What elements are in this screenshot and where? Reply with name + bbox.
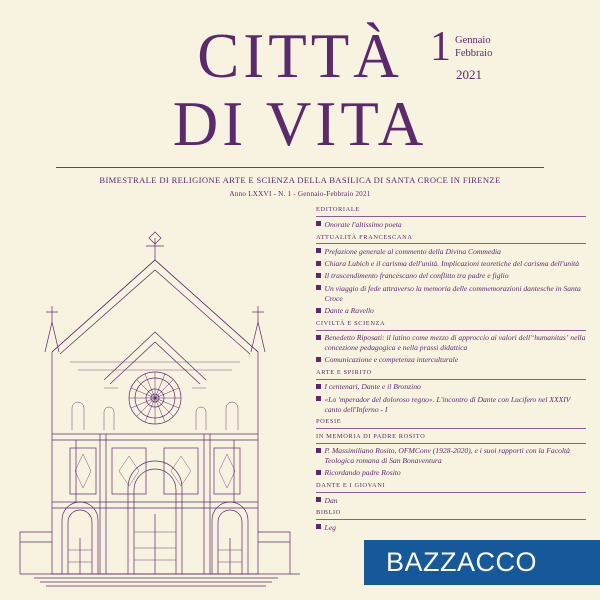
toc-entry-title: Dan [324, 495, 338, 505]
toc-entry[interactable] [316, 468, 586, 478]
toc-entry[interactable] [316, 446, 586, 466]
toc-section [316, 234, 586, 316]
toc-section [316, 509, 586, 532]
toc-section-heading: IN MEMORIA DI PADRE ROSITO [316, 433, 586, 444]
toc-section [316, 433, 586, 478]
toc-entry[interactable] [316, 496, 586, 506]
square-bullet-icon [316, 335, 321, 340]
cover-anno-line: Anno LXXVI - N. 1 - Gennaio-Febbraio 2021 [229, 190, 371, 199]
square-bullet-icon [316, 448, 321, 453]
square-bullet-icon [316, 248, 321, 253]
magazine-title-line-2: DI VITA [172, 88, 428, 159]
toc-entry-title: Onorate l'altissimo poeta [324, 219, 402, 229]
toc-section-heading: BIBLIO [316, 509, 586, 520]
toc-section-heading: ARTE E SPIRITO [316, 369, 586, 380]
toc-section-heading: POESIE [316, 418, 586, 429]
toc-entry-title: Prefazione generale al commento della Divina Commedia [324, 246, 501, 256]
square-bullet-icon [316, 470, 321, 475]
square-bullet-icon [316, 308, 321, 313]
toc-section-heading: DANTE E I GIOVANI [316, 482, 586, 493]
square-bullet-icon [316, 285, 321, 290]
toc-section [316, 320, 586, 365]
toc-entry[interactable] [316, 382, 586, 392]
magazine-title-line-1: CITTÀ [197, 21, 403, 91]
issue-number: 1 [430, 24, 451, 70]
toc-entry[interactable] [316, 523, 586, 533]
toc-entry-title: Ricordando padre Rosito [324, 468, 401, 478]
toc-section-heading: EDITORIALE [316, 206, 586, 217]
toc-section [316, 369, 586, 414]
square-bullet-icon [316, 261, 321, 266]
toc-entry-title: Comunicazione e competenza interculturale [324, 355, 459, 365]
toc-entry-title: Benedetto Riposati: il latino come mezzo di approccio ai valori dell'ʻhumanitasʼ nella concezione pedagogica e nella prassi didattica [324, 333, 586, 352]
square-bullet-icon [316, 524, 321, 529]
square-bullet-icon [316, 357, 321, 362]
toc-entry[interactable] [316, 271, 586, 281]
publisher-badge: BAZZACCO [364, 540, 600, 585]
square-bullet-icon [316, 396, 321, 401]
masthead [0, 0, 600, 202]
issue-month-to: Febbraio [455, 48, 493, 59]
toc-entry-title: Leg [324, 522, 336, 532]
issue-badge-row [430, 26, 516, 68]
toc-section-heading: ATTUALITÀ FRANCESCANA [316, 234, 586, 245]
toc-entry-title: «Lo 'mperador del doloroso regno». L'incontro di Dante con Lucifero nel XXXIV canto dell'Inferno - I [324, 394, 571, 414]
issue-badge [430, 26, 516, 82]
toc-entry[interactable] [316, 333, 586, 353]
toc-entry-title: Un viaggio di fede attraverso la memoria delle commemorazioni dantesche in Santa Croce [324, 283, 581, 303]
toc-entry[interactable] [316, 220, 586, 230]
table-of-contents [316, 206, 586, 536]
toc-section [316, 206, 586, 229]
toc-entry[interactable] [316, 247, 586, 257]
cover-body [0, 202, 600, 597]
toc-entry-title: Dante a Ravello [324, 306, 374, 315]
toc-entry[interactable] [316, 259, 586, 269]
issue-month-from: Gennaio [455, 34, 491, 46]
toc-entry[interactable] [316, 355, 586, 365]
toc-entry-title: I centenari, Dante e il Bronzino [324, 382, 421, 392]
toc-section [316, 482, 586, 505]
issue-months [455, 34, 492, 60]
santa-croce-illustration [0, 202, 310, 597]
square-bullet-icon [316, 273, 321, 278]
title-line-2-wrap [0, 88, 600, 159]
toc-entry[interactable] [316, 306, 586, 316]
toc-entry[interactable] [316, 284, 586, 304]
toc-entry-title: Il trascendimento francescano del conflitto tra padre e figlio [324, 271, 509, 281]
square-bullet-icon [316, 221, 321, 226]
toc-entry-title: P. Massimiliano Rosito, OFMConv (1928-2020), e i suoi rapporti con la Facoltà Teologica romana di San Bonaventura [324, 446, 570, 466]
toc-entry-title: Chiara Lubich e il carisma dell'unità. Implicazioni teoretiche del carisma dell'unità [324, 259, 580, 269]
issue-year: 2021 [456, 67, 482, 82]
toc-section [316, 418, 586, 429]
cover-subtitle: BIMESTRALE DI RELIGIONE ARTE E SCIENZA DELLA BASILICA DI SANTA CROCE IN FIRENZE [99, 175, 501, 186]
toc-entry[interactable] [316, 395, 586, 415]
square-bullet-icon [316, 497, 321, 502]
square-bullet-icon [316, 384, 321, 389]
toc-section-heading: CIVILTÀ E SCIENZA [316, 320, 586, 331]
